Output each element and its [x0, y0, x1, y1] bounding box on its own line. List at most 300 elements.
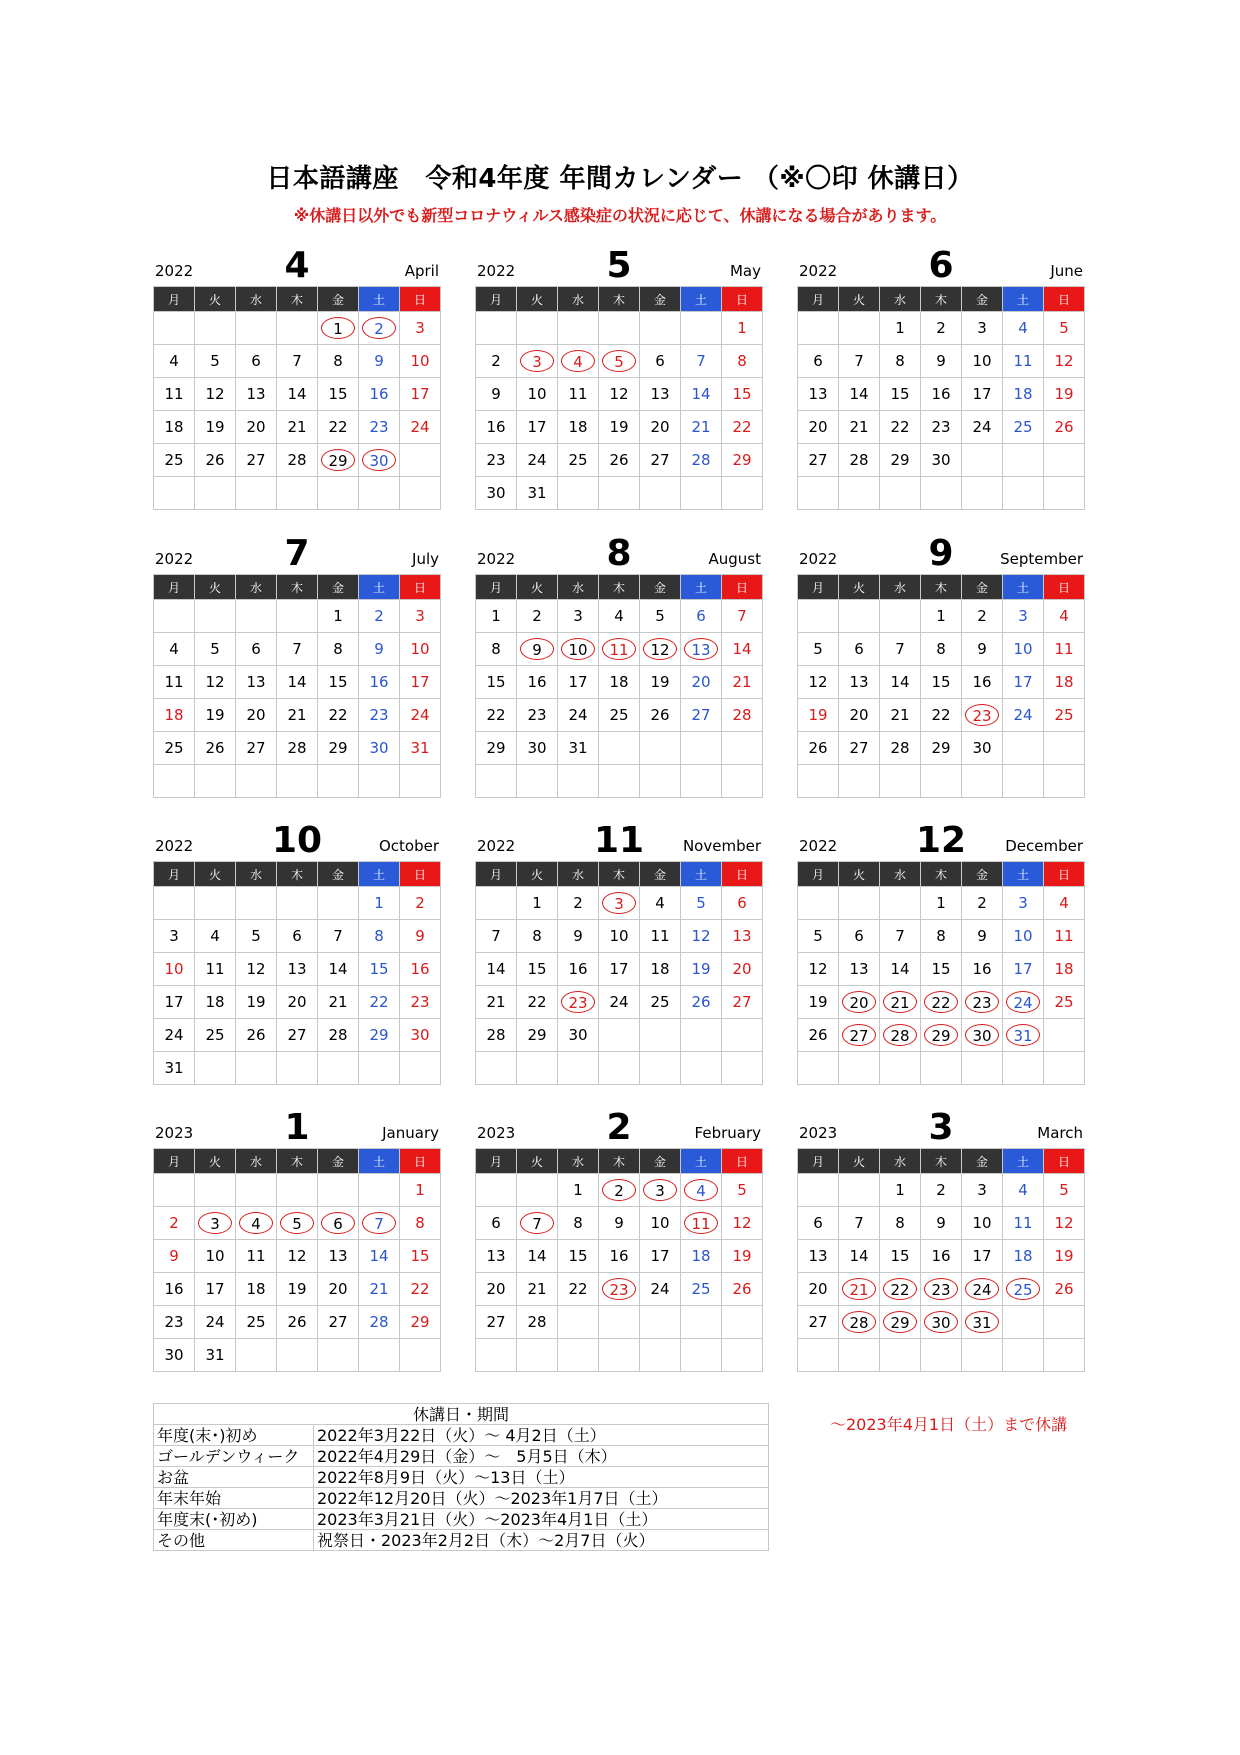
weekday-header: 土 — [1003, 575, 1044, 600]
day-cell — [962, 1207, 1003, 1240]
day-cell — [517, 732, 558, 765]
day-cell — [798, 666, 839, 699]
day-number: 25 — [205, 1026, 225, 1044]
day-cell — [798, 411, 839, 444]
day-number: 3 — [573, 607, 583, 625]
day-number: 6 — [655, 352, 665, 370]
day-cell — [962, 920, 1003, 953]
day-cell — [681, 953, 722, 986]
day-number: 5 — [813, 640, 823, 658]
day-cell — [921, 1207, 962, 1240]
day-number: 17 — [1013, 673, 1033, 691]
day-number: 21 — [328, 993, 348, 1011]
day-cell — [839, 378, 880, 411]
day-cell — [318, 312, 359, 345]
day-cell — [798, 1339, 839, 1372]
weekday-header-row — [798, 287, 1085, 312]
day-number: 22 — [328, 706, 348, 724]
month-number: 11 — [593, 820, 645, 861]
day-cell — [400, 699, 441, 732]
day-cell — [154, 411, 195, 444]
day-cell — [1044, 411, 1085, 444]
day-number: 10 — [1013, 927, 1033, 945]
day-number: 30 — [527, 739, 547, 757]
month-year: 2023 — [799, 1124, 838, 1142]
month-number: 8 — [606, 533, 632, 574]
closure-note: ～2023年4月1日（土）まで休講 — [830, 1415, 1068, 1434]
weekday-header: 木 — [599, 287, 640, 312]
weekday-header: 日 — [1044, 287, 1085, 312]
day-cell — [359, 887, 400, 920]
day-number: 17 — [650, 1247, 670, 1265]
month-calendar — [475, 240, 763, 510]
day-cell — [839, 1052, 880, 1085]
day-cell — [921, 1306, 962, 1339]
day-number: 4 — [210, 927, 220, 945]
day-number: 18 — [1054, 960, 1074, 978]
weekday-header: 水 — [880, 575, 921, 600]
day-cell — [154, 1339, 195, 1372]
day-number: 16 — [931, 385, 951, 403]
month-english-name: April — [404, 262, 439, 280]
week-row — [476, 953, 763, 986]
month-header — [153, 240, 441, 286]
weekday-header: 金 — [962, 575, 1003, 600]
closed-day-number: 7 — [520, 1212, 554, 1234]
day-cell — [154, 887, 195, 920]
weekday-header: 火 — [517, 862, 558, 887]
day-cell — [195, 633, 236, 666]
month-grid — [153, 286, 441, 510]
day-cell — [921, 411, 962, 444]
day-cell — [681, 378, 722, 411]
day-cell — [839, 411, 880, 444]
month-number: 5 — [606, 245, 632, 286]
day-cell — [962, 312, 1003, 345]
weekday-header: 月 — [798, 862, 839, 887]
day-cell — [318, 887, 359, 920]
day-number: 12 — [609, 385, 629, 403]
month-number: 2 — [606, 1107, 632, 1148]
day-cell — [400, 953, 441, 986]
week-row — [476, 1273, 763, 1306]
day-cell — [681, 986, 722, 1019]
day-number: 26 — [205, 739, 225, 757]
day-cell — [476, 600, 517, 633]
month-english-name: August — [708, 550, 761, 568]
day-number: 21 — [527, 1280, 547, 1298]
day-number: 18 — [1013, 1247, 1033, 1265]
day-cell — [880, 345, 921, 378]
day-number: 19 — [1054, 385, 1074, 403]
day-cell — [400, 920, 441, 953]
day-cell — [599, 666, 640, 699]
day-number: 30 — [410, 1026, 430, 1044]
weekday-header-row — [798, 862, 1085, 887]
day-number: 11 — [164, 673, 184, 691]
day-cell — [1044, 887, 1085, 920]
day-cell — [599, 1019, 640, 1052]
weekday-header: 金 — [640, 862, 681, 887]
day-cell — [318, 411, 359, 444]
day-cell — [1003, 732, 1044, 765]
day-cell — [558, 920, 599, 953]
week-row — [798, 411, 1085, 444]
day-number: 18 — [246, 1280, 266, 1298]
day-cell — [517, 1174, 558, 1207]
day-cell — [839, 953, 880, 986]
day-cell — [195, 1339, 236, 1372]
day-number: 8 — [737, 352, 747, 370]
day-cell — [681, 477, 722, 510]
closed-day-number: 11 — [684, 1212, 718, 1234]
day-cell — [277, 699, 318, 732]
weekday-header: 月 — [154, 287, 195, 312]
day-cell — [517, 699, 558, 732]
day-number: 14 — [328, 960, 348, 978]
day-number: 14 — [732, 640, 752, 658]
day-cell — [195, 1174, 236, 1207]
day-cell — [236, 1273, 277, 1306]
day-cell — [277, 765, 318, 798]
day-number: 28 — [287, 739, 307, 757]
month-grid — [797, 861, 1085, 1085]
day-cell — [921, 1019, 962, 1052]
day-cell — [318, 1273, 359, 1306]
day-number: 20 — [287, 993, 307, 1011]
week-row — [476, 699, 763, 732]
day-cell — [1044, 765, 1085, 798]
day-cell — [640, 1207, 681, 1240]
day-number: 28 — [328, 1026, 348, 1044]
day-number: 16 — [410, 960, 430, 978]
day-cell — [318, 378, 359, 411]
day-cell — [640, 600, 681, 633]
day-cell — [880, 1240, 921, 1273]
day-cell — [318, 1339, 359, 1372]
day-number: 26 — [732, 1280, 752, 1298]
day-cell — [880, 666, 921, 699]
day-cell — [599, 1240, 640, 1273]
week-row — [476, 1207, 763, 1240]
day-cell — [1003, 378, 1044, 411]
day-number: 10 — [972, 1214, 992, 1232]
day-number: 17 — [527, 418, 547, 436]
day-cell — [722, 953, 763, 986]
day-cell — [681, 1207, 722, 1240]
day-number: 5 — [1059, 1181, 1069, 1199]
day-cell — [640, 1240, 681, 1273]
day-cell — [1044, 1019, 1085, 1052]
day-number: 14 — [691, 385, 711, 403]
month-year: 2022 — [799, 550, 838, 568]
day-number: 17 — [972, 385, 992, 403]
month-english-name: October — [378, 837, 439, 855]
day-cell — [798, 1240, 839, 1273]
day-number: 31 — [410, 739, 430, 757]
day-cell — [277, 986, 318, 1019]
day-cell — [722, 477, 763, 510]
day-cell — [962, 378, 1003, 411]
holiday-label: お盆 — [154, 1467, 314, 1488]
day-cell — [517, 986, 558, 1019]
day-cell — [476, 986, 517, 1019]
day-number: 6 — [813, 1214, 823, 1232]
weekday-header: 金 — [640, 287, 681, 312]
day-number: 25 — [568, 451, 588, 469]
day-number: 24 — [527, 451, 547, 469]
day-number: 8 — [895, 1214, 905, 1232]
day-cell — [236, 887, 277, 920]
day-number: 20 — [849, 706, 869, 724]
day-number: 24 — [410, 706, 430, 724]
day-number: 18 — [691, 1247, 711, 1265]
holiday-period: 2022年3月22日（火）～ 4月2日（土） — [314, 1425, 769, 1446]
day-cell — [195, 1207, 236, 1240]
weekday-header: 火 — [195, 862, 236, 887]
day-cell — [359, 953, 400, 986]
day-number: 1 — [895, 319, 905, 337]
day-cell — [558, 1207, 599, 1240]
week-row — [476, 765, 763, 798]
month-number: 3 — [928, 1107, 954, 1148]
weekday-header: 金 — [318, 1149, 359, 1174]
day-cell — [318, 1019, 359, 1052]
day-cell — [640, 1306, 681, 1339]
closed-day-number: 31 — [1006, 1024, 1040, 1046]
day-cell — [195, 1240, 236, 1273]
month-calendar — [475, 528, 763, 798]
day-cell — [400, 986, 441, 1019]
day-cell — [921, 633, 962, 666]
day-cell — [517, 1306, 558, 1339]
month-calendar — [153, 815, 441, 1085]
weekday-header: 月 — [798, 287, 839, 312]
day-number: 5 — [251, 927, 261, 945]
day-cell — [277, 1019, 318, 1052]
day-cell — [1044, 732, 1085, 765]
day-number: 31 — [164, 1059, 184, 1077]
day-cell — [318, 953, 359, 986]
day-number: 6 — [696, 607, 706, 625]
day-cell — [154, 1019, 195, 1052]
day-number: 8 — [895, 352, 905, 370]
day-cell — [1003, 666, 1044, 699]
day-cell — [277, 953, 318, 986]
day-number: 22 — [732, 418, 752, 436]
day-number: 13 — [486, 1247, 506, 1265]
day-number: 7 — [292, 352, 302, 370]
day-number: 16 — [568, 960, 588, 978]
closed-day-number: 30 — [924, 1311, 958, 1333]
day-number: 23 — [527, 706, 547, 724]
day-number: 20 — [732, 960, 752, 978]
day-number: 26 — [808, 1026, 828, 1044]
weekday-header: 火 — [195, 287, 236, 312]
day-number: 3 — [415, 319, 425, 337]
weekday-header-row — [154, 1149, 441, 1174]
day-cell — [722, 633, 763, 666]
day-number: 11 — [1013, 352, 1033, 370]
day-cell — [962, 666, 1003, 699]
day-number: 14 — [486, 960, 506, 978]
day-cell — [318, 732, 359, 765]
day-cell — [359, 1240, 400, 1273]
weekday-header: 火 — [517, 287, 558, 312]
day-cell — [722, 312, 763, 345]
day-cell — [195, 887, 236, 920]
day-number: 27 — [328, 1313, 348, 1331]
day-cell — [880, 444, 921, 477]
closed-day-number: 23 — [924, 1278, 958, 1300]
weekday-header: 水 — [880, 862, 921, 887]
day-cell — [921, 1273, 962, 1306]
day-number: 27 — [849, 739, 869, 757]
day-number: 29 — [732, 451, 752, 469]
day-cell — [962, 953, 1003, 986]
day-number: 15 — [410, 1247, 430, 1265]
day-cell — [921, 920, 962, 953]
day-number: 2 — [169, 1214, 179, 1232]
day-cell — [880, 765, 921, 798]
day-number: 5 — [813, 927, 823, 945]
day-number: 26 — [808, 739, 828, 757]
day-number: 27 — [287, 1026, 307, 1044]
weekday-header-row — [798, 575, 1085, 600]
day-number: 21 — [486, 993, 506, 1011]
weekday-header: 月 — [476, 862, 517, 887]
day-cell — [400, 411, 441, 444]
day-cell — [798, 600, 839, 633]
day-number: 26 — [246, 1026, 266, 1044]
day-cell — [277, 312, 318, 345]
day-cell — [277, 666, 318, 699]
closed-day-number: 21 — [842, 1278, 876, 1300]
day-cell — [359, 411, 400, 444]
day-cell — [681, 887, 722, 920]
day-cell — [640, 633, 681, 666]
holiday-row — [154, 1446, 769, 1467]
weekday-header: 金 — [962, 1149, 1003, 1174]
day-cell — [318, 920, 359, 953]
weekday-header: 木 — [921, 1149, 962, 1174]
day-number: 7 — [854, 352, 864, 370]
day-number: 30 — [164, 1346, 184, 1364]
day-number: 8 — [374, 927, 384, 945]
day-cell — [1003, 444, 1044, 477]
day-cell — [880, 1207, 921, 1240]
day-cell — [839, 1174, 880, 1207]
day-cell — [722, 444, 763, 477]
month-header — [797, 1102, 1085, 1148]
day-cell — [681, 1339, 722, 1372]
day-cell — [880, 986, 921, 1019]
day-cell — [476, 666, 517, 699]
day-cell — [880, 312, 921, 345]
day-cell — [839, 345, 880, 378]
week-row — [154, 477, 441, 510]
day-cell — [599, 1306, 640, 1339]
week-row — [798, 887, 1085, 920]
weekday-header: 月 — [798, 1149, 839, 1174]
day-cell — [277, 887, 318, 920]
day-cell — [400, 887, 441, 920]
closed-day-number: 3 — [520, 350, 554, 372]
day-number: 4 — [614, 607, 624, 625]
day-cell — [640, 699, 681, 732]
day-number: 15 — [931, 673, 951, 691]
day-cell — [1044, 477, 1085, 510]
day-cell — [558, 887, 599, 920]
day-cell — [558, 477, 599, 510]
month-year: 2023 — [477, 1124, 516, 1142]
day-cell — [962, 411, 1003, 444]
day-cell — [681, 699, 722, 732]
weekday-header: 金 — [640, 575, 681, 600]
day-cell — [277, 1339, 318, 1372]
day-cell — [640, 953, 681, 986]
weekday-header-row — [476, 1149, 763, 1174]
day-cell — [962, 345, 1003, 378]
month-year: 2022 — [155, 262, 194, 280]
day-number: 12 — [246, 960, 266, 978]
day-cell — [1044, 953, 1085, 986]
day-cell — [921, 1240, 962, 1273]
day-number: 9 — [169, 1247, 179, 1265]
closed-day-number: 24 — [1006, 991, 1040, 1013]
closed-day-number: 23 — [965, 991, 999, 1013]
week-row — [154, 345, 441, 378]
weekday-header: 土 — [1003, 287, 1044, 312]
month-header — [153, 1102, 441, 1148]
month-calendar — [153, 240, 441, 510]
day-number: 29 — [369, 1026, 389, 1044]
day-cell — [921, 1339, 962, 1372]
weekday-header-row — [154, 575, 441, 600]
day-cell — [839, 765, 880, 798]
day-number: 31 — [568, 739, 588, 757]
weekday-header: 日 — [722, 1149, 763, 1174]
day-cell — [558, 600, 599, 633]
day-number: 27 — [808, 1313, 828, 1331]
day-number: 23 — [486, 451, 506, 469]
day-cell — [1044, 699, 1085, 732]
day-number: 17 — [410, 673, 430, 691]
month-calendar — [153, 1102, 441, 1372]
day-number: 1 — [573, 1181, 583, 1199]
day-number: 12 — [1054, 352, 1074, 370]
month-year: 2022 — [477, 262, 516, 280]
day-cell — [839, 1273, 880, 1306]
week-row — [798, 1019, 1085, 1052]
day-number: 28 — [890, 739, 910, 757]
day-cell — [880, 1019, 921, 1052]
day-cell — [476, 444, 517, 477]
weekday-header: 金 — [318, 575, 359, 600]
month-header — [797, 815, 1085, 861]
day-cell — [558, 986, 599, 1019]
day-cell — [962, 1174, 1003, 1207]
week-row — [154, 1339, 441, 1372]
closed-day-number: 25 — [1006, 1278, 1040, 1300]
day-cell — [277, 1207, 318, 1240]
day-cell — [195, 1052, 236, 1085]
day-cell — [681, 1174, 722, 1207]
day-cell — [517, 887, 558, 920]
day-cell — [1003, 920, 1044, 953]
day-cell — [681, 444, 722, 477]
day-number: 16 — [527, 673, 547, 691]
